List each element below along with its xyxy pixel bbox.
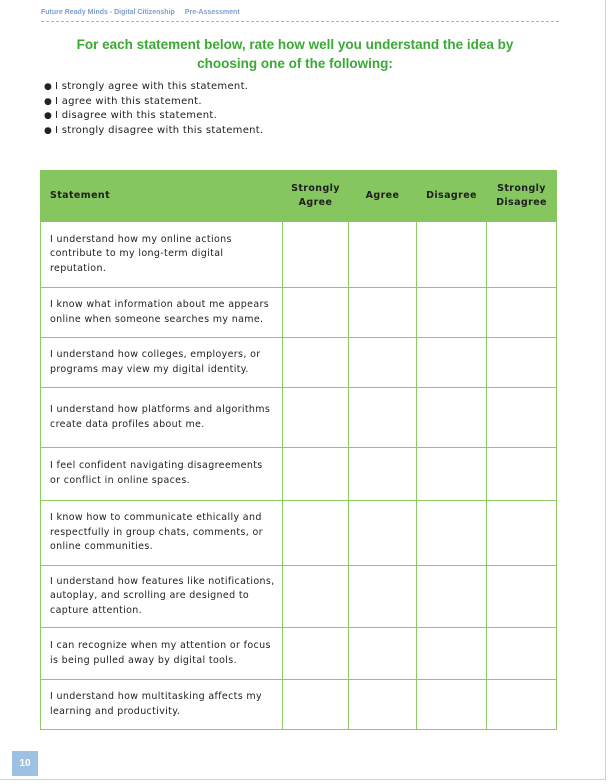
column-header-statement: Statement xyxy=(41,171,283,222)
statement-cell: I understand how multitasking affects my learning and productivity. xyxy=(41,680,283,730)
disagree-cell[interactable] xyxy=(417,388,487,448)
column-header-strongly-disagree: Strongly Disagree xyxy=(487,171,557,222)
strongly-disagree-cell[interactable] xyxy=(487,501,557,566)
strongly-agree-cell[interactable] xyxy=(283,288,349,338)
agree-cell[interactable] xyxy=(349,388,417,448)
instructions-title-line-1: For each statement below, rate how well you understand the idea by xyxy=(76,37,514,52)
agree-cell[interactable] xyxy=(349,628,417,680)
table-row xyxy=(41,680,557,730)
disagree-cell[interactable] xyxy=(417,338,487,388)
table-row xyxy=(41,222,557,288)
disagree-cell[interactable] xyxy=(417,448,487,501)
column-header-agree: Agree xyxy=(349,171,417,222)
table-row xyxy=(41,566,557,628)
disagree-cell[interactable] xyxy=(417,566,487,628)
bullet-icon: ● xyxy=(44,96,53,107)
running-header xyxy=(41,9,559,22)
agree-cell[interactable] xyxy=(349,566,417,628)
bullet-icon: ● xyxy=(44,125,53,136)
rating-option: ● I agree with this statement. xyxy=(44,95,264,110)
agree-cell[interactable] xyxy=(349,501,417,566)
disagree-cell[interactable] xyxy=(417,288,487,338)
statement-cell: I understand how colleges, employers, or programs may view my digital identity. xyxy=(41,338,283,388)
strongly-agree-cell[interactable] xyxy=(283,566,349,628)
statement-cell: I understand how features like notifications, autoplay, and scrolling are designed to capture attention. xyxy=(41,566,283,628)
table-row xyxy=(41,628,557,680)
instructions-title xyxy=(60,35,530,73)
strongly-disagree-cell[interactable] xyxy=(487,388,557,448)
strongly-disagree-cell[interactable] xyxy=(487,680,557,730)
agree-cell[interactable] xyxy=(349,680,417,730)
table-header-row xyxy=(41,171,557,222)
bullet-icon: ● xyxy=(44,82,53,92)
table-row xyxy=(41,501,557,566)
agree-cell[interactable] xyxy=(349,222,417,288)
strongly-agree-cell[interactable] xyxy=(283,501,349,566)
rating-options-list xyxy=(44,80,264,138)
statement-cell: I know what information about me appears online when someone searches my name. xyxy=(41,288,283,338)
rating-option: ● I strongly agree with this statement. xyxy=(44,80,264,95)
disagree-cell[interactable] xyxy=(417,501,487,566)
strongly-disagree-cell[interactable] xyxy=(487,628,557,680)
table-row xyxy=(41,338,557,388)
table-row xyxy=(41,288,557,338)
strongly-agree-cell[interactable] xyxy=(283,680,349,730)
bullet-icon: ● xyxy=(44,111,53,122)
table-row xyxy=(41,388,557,448)
strongly-agree-cell[interactable] xyxy=(283,222,349,288)
agree-cell[interactable] xyxy=(349,288,417,338)
self-assessment-table xyxy=(40,170,557,730)
agree-cell[interactable] xyxy=(349,448,417,501)
rating-option: ● I disagree with this statement. xyxy=(44,109,264,124)
instructions-title-line-2: choosing one of the following: xyxy=(197,56,393,71)
disagree-cell[interactable] xyxy=(417,680,487,730)
page-number-badge: 10 xyxy=(12,751,38,776)
header-section: Pre-Assessment xyxy=(184,9,240,16)
statement-cell: I feel confident navigating disagreements or conflict in online spaces. xyxy=(41,448,283,501)
header-series: Future Ready Minds - Digital Citizenship xyxy=(41,9,175,16)
statement-cell: I know how to communicate ethically and respectfully in group chats, comments, or online communities. xyxy=(41,501,283,566)
statement-cell: I understand how platforms and algorithms create data profiles about me. xyxy=(41,388,283,448)
strongly-disagree-cell[interactable] xyxy=(487,288,557,338)
strongly-disagree-cell[interactable] xyxy=(487,448,557,501)
column-header-strongly-agree: Strongly Agree xyxy=(283,171,349,222)
column-header-disagree: Disagree xyxy=(417,171,487,222)
strongly-disagree-cell[interactable] xyxy=(487,566,557,628)
table-row xyxy=(41,448,557,501)
strongly-disagree-cell[interactable] xyxy=(487,222,557,288)
strongly-agree-cell[interactable] xyxy=(283,388,349,448)
strongly-agree-cell[interactable] xyxy=(283,448,349,501)
strongly-agree-cell[interactable] xyxy=(283,338,349,388)
rating-option: ● I strongly disagree with this statement. xyxy=(44,124,264,139)
strongly-agree-cell[interactable] xyxy=(283,628,349,680)
strongly-disagree-cell[interactable] xyxy=(487,338,557,388)
disagree-cell[interactable] xyxy=(417,222,487,288)
statement-cell: I can recognize when my attention or focus is being pulled away by digital tools. xyxy=(41,628,283,680)
agree-cell[interactable] xyxy=(349,338,417,388)
disagree-cell[interactable] xyxy=(417,628,487,680)
statement-cell: I understand how my online actions contribute to my long-term digital reputation. xyxy=(41,222,283,288)
